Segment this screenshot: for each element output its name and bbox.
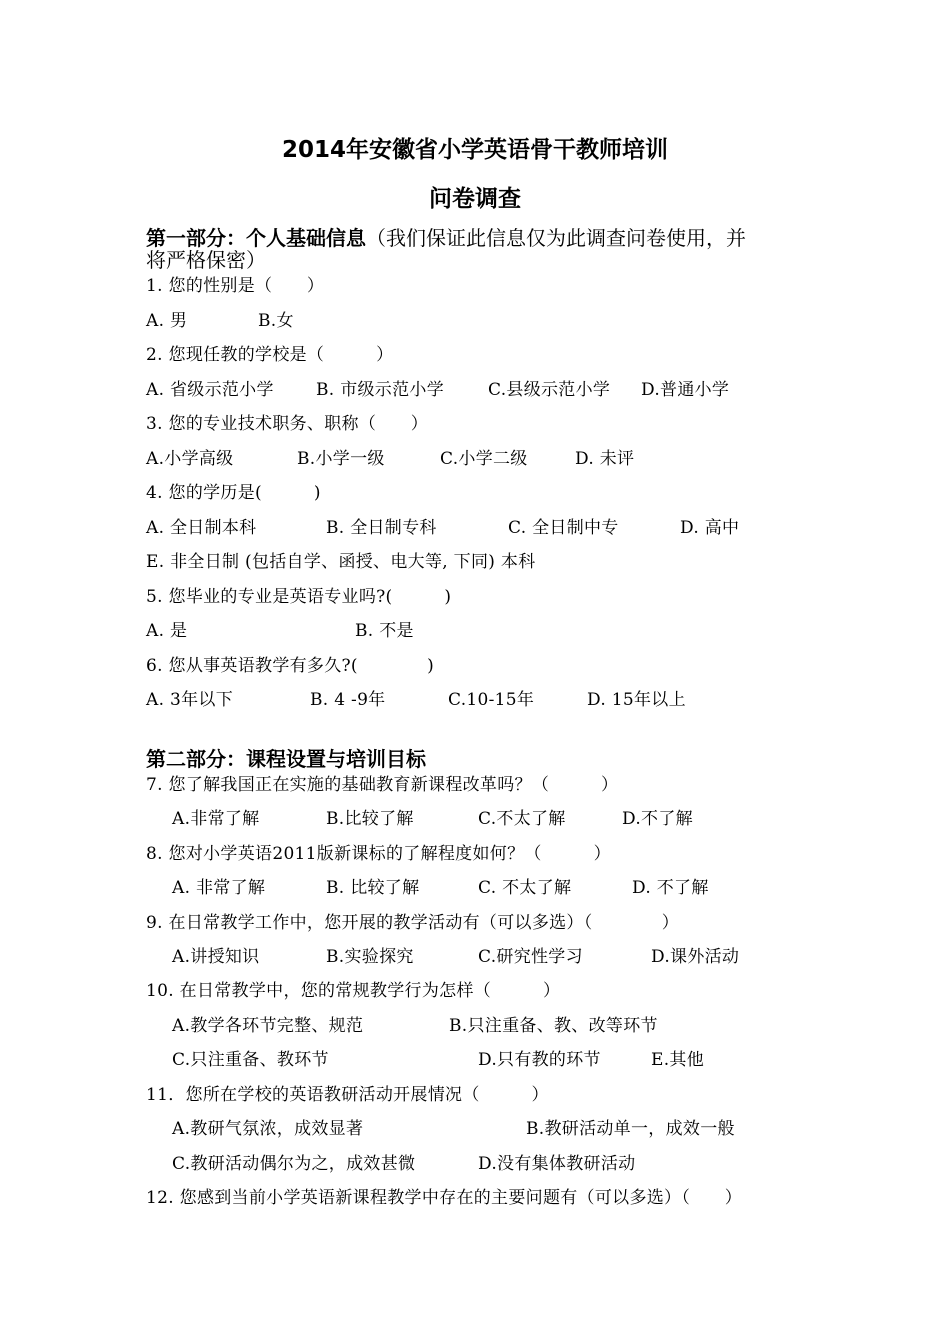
part2-title: 第二部分：课程设置与培训目标 bbox=[146, 747, 426, 771]
q11-option-d: D.没有集体教研活动 bbox=[478, 1154, 636, 1174]
q6-option-d: D. 15年以上 bbox=[587, 690, 686, 710]
question-3: 3. 您的专业技术职务、职称（ ） bbox=[146, 414, 429, 434]
q11-option-b: B.教研活动单一，成效一般 bbox=[526, 1119, 735, 1139]
question-6: 6. 您从事英语教学有多久?( ) bbox=[146, 656, 435, 676]
q3-option-b: B.小学一级 bbox=[297, 449, 385, 469]
q9-option-b: B.实验探究 bbox=[326, 947, 414, 967]
question-2: 2. 您现任教的学校是（ ） bbox=[146, 345, 394, 365]
q10-option-e: E.其他 bbox=[651, 1050, 705, 1070]
q6-option-c: C.10-15年 bbox=[448, 690, 535, 710]
q7-option-a: A.非常了解 bbox=[172, 809, 260, 829]
question-1: 1. 您的性别是（ ） bbox=[146, 276, 325, 296]
q5-option-a: A. 是 bbox=[146, 621, 188, 641]
q1-option-a: A. 男 bbox=[146, 311, 188, 331]
q9-option-c: C.研究性学习 bbox=[478, 947, 583, 967]
part1-title: 第一部分：个人基础信息 bbox=[146, 226, 366, 250]
q2-option-a: A. 省级示范小学 bbox=[146, 380, 274, 400]
q6-option-b: B. 4 -9年 bbox=[310, 690, 386, 710]
question-4: 4. 您的学历是( ) bbox=[146, 483, 321, 503]
question-7: 7. 您了解我国正在实施的基础教育新课程改革吗？（ ） bbox=[146, 775, 619, 795]
q4-option-b: B. 全日制专科 bbox=[326, 518, 437, 538]
q10-option-d: D.只有教的环节 bbox=[478, 1050, 601, 1070]
q4-option-a: A. 全日制本科 bbox=[146, 518, 257, 538]
q4-option-d: D. 高中 bbox=[680, 518, 740, 538]
question-5: 5. 您毕业的专业是英语专业吗?( ) bbox=[146, 587, 452, 607]
q6-option-a: A. 3年以下 bbox=[146, 690, 234, 710]
q3-option-c: C.小学二级 bbox=[440, 449, 528, 469]
q8-option-c: C. 不太了解 bbox=[478, 878, 572, 898]
part1-heading bbox=[146, 226, 826, 250]
q8-option-a: A. 非常了解 bbox=[172, 878, 266, 898]
part1-heading-continued bbox=[146, 248, 826, 272]
question-8: 8. 您对小学英语2011版新课标的了解程度如何？（ ） bbox=[146, 844, 611, 864]
question-9: 9. 在日常教学工作中，您开展的教学活动有（可以多选）（ ） bbox=[146, 913, 680, 933]
part1-note: （我们保证此信息仅为此调查问卷使用，并 bbox=[366, 226, 746, 250]
part2-heading bbox=[146, 747, 826, 771]
q7-option-d: D.不了解 bbox=[622, 809, 693, 829]
q2-option-c: C.县级示范小学 bbox=[488, 380, 611, 400]
q5-option-b: B. 不是 bbox=[355, 621, 414, 641]
q7-option-c: C.不太了解 bbox=[478, 809, 566, 829]
q11-option-c: C.教研活动偶尔为之，成效甚微 bbox=[172, 1154, 416, 1174]
q11-option-a: A.教研气氛浓，成效显著 bbox=[172, 1119, 364, 1139]
question-11: 11．您所在学校的英语教研活动开展情况（ ） bbox=[146, 1085, 549, 1105]
question-12: 12. 您感到当前小学英语新课程教学中存在的主要问题有（可以多选）（ ） bbox=[146, 1188, 743, 1208]
document-title: 2014年安徽省小学英语骨干教师培训 bbox=[281, 137, 668, 163]
part1-note-continued: 将严格保密） bbox=[146, 248, 266, 272]
document-subtitle: 问卷调查 bbox=[429, 186, 521, 212]
q2-option-b: B. 市级示范小学 bbox=[316, 380, 444, 400]
q3-option-d: D. 未评 bbox=[575, 449, 635, 469]
q9-option-d: D.课外活动 bbox=[651, 947, 740, 967]
q8-option-d: D. 不了解 bbox=[632, 878, 709, 898]
q3-option-a: A.小学高级 bbox=[146, 449, 234, 469]
q1-option-b: B.女 bbox=[258, 311, 294, 331]
q7-option-b: B.比较了解 bbox=[326, 809, 414, 829]
q10-option-b: B.只注重备、教、改等环节 bbox=[449, 1016, 658, 1036]
question-10: 10. 在日常教学中，您的常规教学行为怎样（ ） bbox=[146, 981, 561, 1001]
q10-option-a: A.教学各环节完整、规范 bbox=[172, 1016, 364, 1036]
q8-option-b: B. 比较了解 bbox=[326, 878, 420, 898]
q9-option-a: A.讲授知识 bbox=[172, 947, 260, 967]
q4-option-c: C. 全日制中专 bbox=[508, 518, 619, 538]
q2-option-d: D.普通小学 bbox=[641, 380, 730, 400]
q10-option-c: C.只注重备、教环节 bbox=[172, 1050, 329, 1070]
q4-option-e: E. 非全日制 (包括自学、函授、电大等, 下同) 本科 bbox=[146, 552, 536, 572]
